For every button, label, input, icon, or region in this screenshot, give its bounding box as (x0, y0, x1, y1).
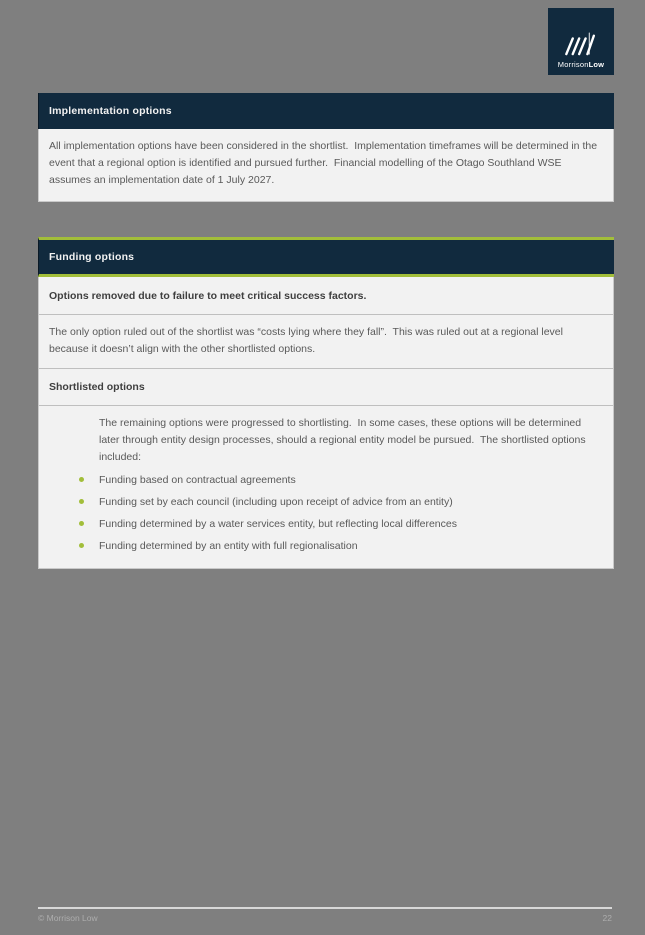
removed-options-heading: Options removed due to failure to meet critical success factors. (49, 289, 367, 302)
list-item: Funding set by each council (including upon receipt of advice from an entity) (49, 494, 603, 510)
ml-logo-mark (559, 30, 603, 58)
shortlisted-intro: The remaining options were progressed to shortlisting. In some cases, these options will be determined later through entity design processes, should a regional entity model be pursued. The shortlisted options included: (99, 417, 589, 463)
bullet-icon (79, 543, 84, 548)
shortlisted-options-heading: Shortlisted options (39, 368, 613, 405)
implementation-options-section (38, 93, 614, 202)
funding-options-table (38, 277, 614, 569)
list-item: Funding determined by a water services entity, but reflecting local differences (49, 516, 603, 532)
shortlisted-options-body (39, 405, 613, 568)
bullet-icon (79, 499, 84, 504)
bullet-icon (79, 477, 84, 482)
implementation-options-header: Implementation options (38, 93, 614, 129)
shortlisted-bullet-list (49, 472, 603, 554)
logo-wordmark: MorrisonLow (557, 60, 605, 69)
funding-options-header: Funding options (38, 237, 614, 277)
removed-options-body: The only option ruled out of the shortlist was “costs lying where they fall”. This was ruled out at a regional level because it doesn’t align with the other shortlisted options. (39, 314, 613, 368)
implementation-options-body: All implementation options have been considered in the shortlist. Implementation timeframes will be determined in the event that a regional option is identified and pursued further. Financial modelling of the Otago Southland WSE assumes an implementation date of 1 July 2027. (38, 129, 614, 202)
bullet-icon (79, 521, 84, 526)
funding-options-section (38, 237, 614, 569)
list-item: Funding based on contractual agreements (49, 472, 603, 488)
morrison-low-logo (548, 8, 614, 75)
list-item: Funding determined by an entity with full regionalisation (49, 538, 603, 554)
footer-divider (38, 907, 612, 909)
footer-copyright: © Morrison Low (38, 913, 98, 923)
page-number: 22 (602, 913, 612, 923)
